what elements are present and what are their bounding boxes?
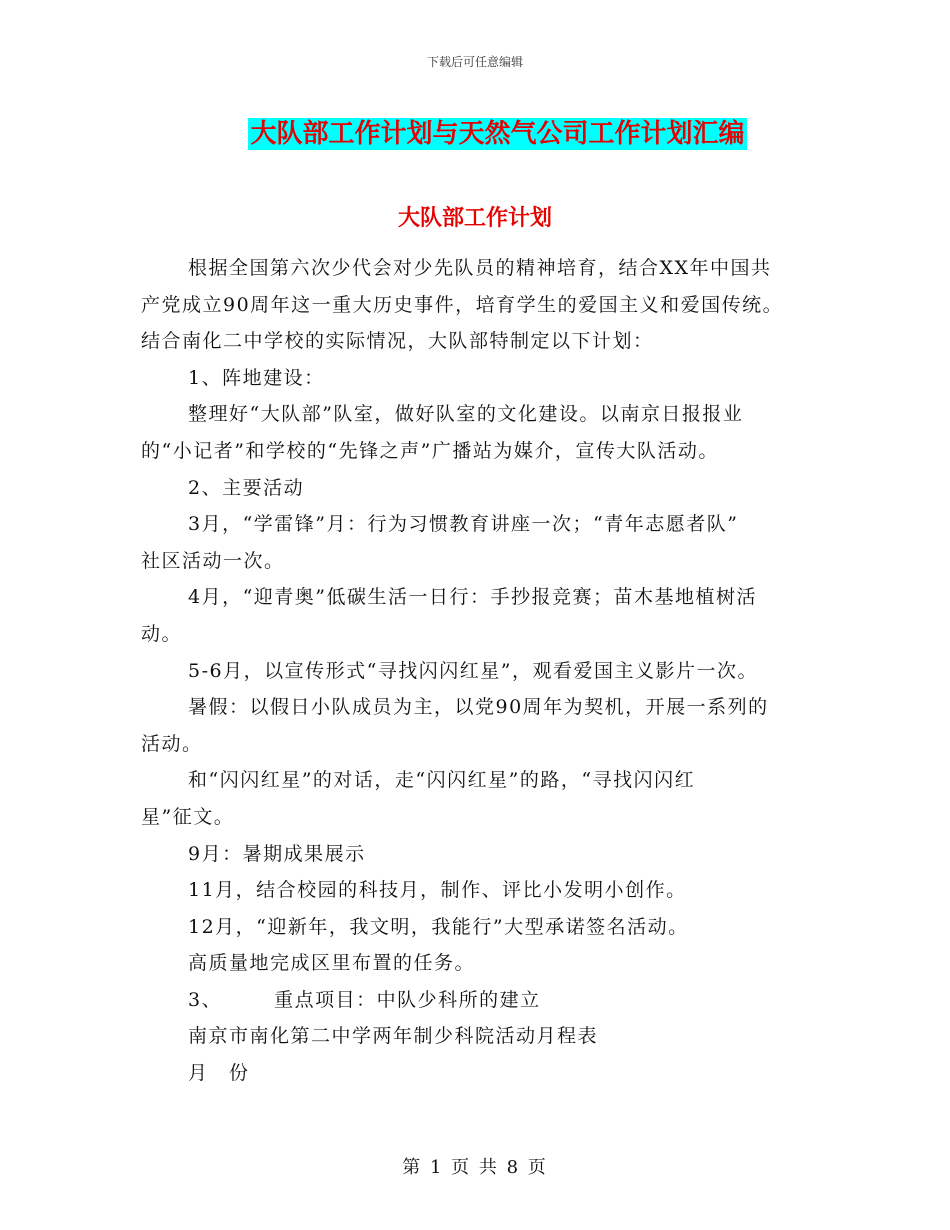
paragraph-line: 月 份 — [188, 1062, 250, 1085]
paragraph-line: 12月，“迎新年，我文明，我能行”大型承诺签名活动。 — [188, 915, 689, 938]
section-title: 大队部工作计划 — [397, 206, 552, 231]
paragraph-line: 社区活动一次。 — [141, 549, 285, 572]
document-title — [0, 113, 950, 150]
paragraph-line: 11月，结合校园的科技月，制作、评比小发明小创作。 — [188, 879, 687, 902]
paragraph-line: 产党成立90周年这一重大历史事件，培育学生的爱国主义和爱国传统。 — [141, 293, 784, 316]
paragraph-line: 4月，“迎青奥”低碳生活一日行：手抄报竞赛；苗木基地植树活 — [188, 586, 758, 609]
header-note: 下载后可任意编辑 — [426, 55, 523, 69]
paragraph-line: 活动。 — [141, 732, 203, 755]
paragraph-line: 星”征文。 — [141, 805, 235, 828]
paragraph-line: 整理好“大队部”队室，做好队室的文化建设。以南京日报报业 — [188, 403, 744, 426]
paragraph-line: 3月，“学雷锋”月：行为习惯教育讲座一次；“青年志愿者队” — [188, 513, 739, 536]
paragraph-line: 动。 — [141, 622, 183, 645]
paragraph-line: 南京市南化第二中学两年制少科院活动月程表 — [188, 1025, 599, 1048]
page-number-footer: 第 1 页 共 8 页 — [402, 1157, 548, 1178]
paragraph-line: 结合南化二中学校的实际情况，大队部特制定以下计划： — [141, 330, 654, 353]
paragraph-line: 2、主要活动 — [188, 476, 305, 499]
paragraph-line: 1、阵地建设： — [188, 366, 325, 389]
paragraph-line: 暑假：以假日小队成员为主，以党90周年为契机，开展一系列的 — [188, 696, 769, 719]
paragraph-line: 5-6月，以宣传形式“寻找闪闪红星”，观看爱国主义影片一次。 — [188, 659, 759, 682]
paragraph-line: 高质量地完成区里布置的任务。 — [188, 952, 476, 975]
paragraph-line: 和“闪闪红星”的对话，走“闪闪红星”的路，“寻找闪闪红 — [188, 769, 696, 792]
paragraph-line: 根据全国第六次少代会对少先队员的精神培育，结合XX年中国共 — [188, 257, 772, 279]
document-title-text: 大队部工作计划与天然气公司工作计划汇编 — [250, 119, 745, 149]
paragraph-line: 3、 重点项目：中队少科所的建立 — [188, 988, 541, 1011]
paragraph-line: 9月：暑期成果展示 — [188, 842, 366, 865]
document-body — [141, 250, 821, 1092]
paragraph-line: 的“小记者”和学校的“先锋之声”广播站为媒介，宣传大队活动。 — [141, 439, 719, 462]
